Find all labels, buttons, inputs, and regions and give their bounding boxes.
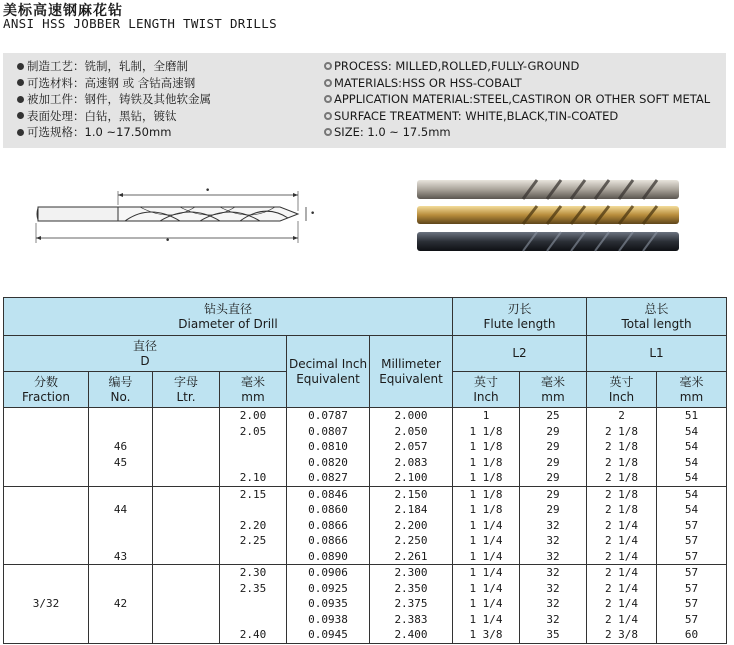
ring-bullet-icon xyxy=(324,79,332,87)
cell-letter xyxy=(153,408,220,424)
cell-millimeter: 2.300 xyxy=(370,565,453,581)
spec-item-en xyxy=(324,75,710,92)
cell-l2-inch: 1 1/4 xyxy=(453,612,520,628)
cell-number xyxy=(89,424,153,440)
cell-number xyxy=(89,408,153,424)
cell-l2-inch: 1 1/4 xyxy=(453,549,520,565)
cell-l1-mm: 51 xyxy=(657,408,727,424)
cell-mm xyxy=(220,596,287,612)
cell-l2-mm: 29 xyxy=(520,502,587,518)
cell-l2-mm: 32 xyxy=(520,596,587,612)
cell-decimal-inch: 0.0860 xyxy=(287,502,370,518)
cell-millimeter: 2.050 xyxy=(370,424,453,440)
ring-bullet-icon xyxy=(324,95,332,103)
cell-decimal-inch: 0.0925 xyxy=(287,581,370,597)
cell-l1-inch: 2 xyxy=(587,408,657,424)
total-dimension-label: • xyxy=(165,236,171,246)
cell-decimal-inch: 0.0866 xyxy=(287,533,370,549)
cell-millimeter: 2.150 xyxy=(370,486,453,502)
cell-l1-inch: 2 1/4 xyxy=(587,596,657,612)
cell-number xyxy=(89,612,153,628)
cell-number: 44 xyxy=(89,502,153,518)
table-row xyxy=(4,549,727,565)
cell-mm: 2.25 xyxy=(220,533,287,549)
cell-number: 42 xyxy=(89,596,153,612)
spec-item-cn xyxy=(17,124,211,141)
table-row xyxy=(4,596,727,612)
silver-drill xyxy=(417,180,679,199)
spec-text: 表面处理：白钻，黑钻，镀钛 xyxy=(27,108,177,123)
cell-fraction xyxy=(4,612,89,628)
cell-fraction: 3/32 xyxy=(4,596,89,612)
cell-l2-mm: 29 xyxy=(520,455,587,471)
table-row xyxy=(4,455,727,471)
header-l2-inch: 英寸 Inch xyxy=(453,372,520,408)
cell-letter xyxy=(153,486,220,502)
table-row xyxy=(4,581,727,597)
cell-mm xyxy=(220,612,287,628)
cell-number: 43 xyxy=(89,549,153,565)
cell-millimeter: 2.083 xyxy=(370,455,453,471)
cell-millimeter: 2.184 xyxy=(370,502,453,518)
header-l1-mm: 毫米 mm xyxy=(657,372,727,408)
cell-number xyxy=(89,486,153,502)
cell-millimeter: 2.057 xyxy=(370,439,453,455)
cell-l2-inch: 1 1/4 xyxy=(453,596,520,612)
cell-letter xyxy=(153,455,220,471)
ring-bullet-icon xyxy=(324,128,332,136)
header-l1-inch: 英寸 Inch xyxy=(587,372,657,408)
gold-drill xyxy=(417,206,679,224)
cell-fraction xyxy=(4,565,89,581)
cell-l1-inch: 2 1/8 xyxy=(587,502,657,518)
cell-l2-inch: 1 1/8 xyxy=(453,455,520,471)
cell-letter xyxy=(153,470,220,486)
cell-l2-inch: 1 1/4 xyxy=(453,518,520,534)
cell-millimeter: 2.200 xyxy=(370,518,453,534)
table-row xyxy=(4,612,727,628)
bullet-icon xyxy=(17,63,24,70)
header-l2: L2 xyxy=(453,336,587,372)
cell-l1-mm: 57 xyxy=(657,581,727,597)
cell-decimal-inch: 0.0890 xyxy=(287,549,370,565)
cell-millimeter: 2.100 xyxy=(370,470,453,486)
cell-millimeter: 2.250 xyxy=(370,533,453,549)
cell-number xyxy=(89,533,153,549)
cell-number xyxy=(89,581,153,597)
cell-fraction xyxy=(4,486,89,502)
header-fraction: 分数 Fraction xyxy=(4,372,89,408)
cell-mm: 2.40 xyxy=(220,627,287,643)
cell-l1-mm: 57 xyxy=(657,596,727,612)
flute-dimension-label: • xyxy=(205,186,211,196)
table-row xyxy=(4,518,727,534)
spec-text: APPLICATION MATERIAL:STEEL,CASTIRON OR OTHER SOFT METAL xyxy=(334,92,711,106)
cell-letter xyxy=(153,565,220,581)
cell-l1-mm: 54 xyxy=(657,486,727,502)
cell-mm xyxy=(220,502,287,518)
spec-text: 可选规格：1.0 ~17.50mm xyxy=(27,125,172,139)
bullet-icon xyxy=(17,96,24,103)
spec-item-cn xyxy=(17,58,211,75)
cell-mm: 2.15 xyxy=(220,486,287,502)
header-decimal-inch: Decimal Inch Equivalent xyxy=(287,336,370,408)
cell-millimeter: 2.350 xyxy=(370,581,453,597)
header-letter: 字母 Ltr. xyxy=(153,372,220,408)
cell-l2-mm: 29 xyxy=(520,424,587,440)
cell-number xyxy=(89,470,153,486)
cell-l2-inch: 1 1/4 xyxy=(453,533,520,549)
cell-l1-mm: 54 xyxy=(657,455,727,471)
spec-item-cn xyxy=(17,108,211,125)
cell-number xyxy=(89,627,153,643)
table-row xyxy=(4,424,727,440)
cell-l1-inch: 2 1/4 xyxy=(587,518,657,534)
cell-mm xyxy=(220,439,287,455)
cell-l2-mm: 29 xyxy=(520,486,587,502)
ring-bullet-icon xyxy=(324,62,332,70)
spec-text: 制造工艺：铣制，轧制，全磨制 xyxy=(27,59,188,73)
cell-fraction xyxy=(4,581,89,597)
table-row xyxy=(4,502,727,518)
cell-decimal-inch: 0.0945 xyxy=(287,627,370,643)
header-flute-length: 刃长 Flute length xyxy=(453,298,587,336)
header-mm: 毫米 mm xyxy=(220,372,287,408)
cell-l1-mm: 54 xyxy=(657,439,727,455)
cell-fraction xyxy=(4,408,89,424)
cell-l2-inch: 1 1/8 xyxy=(453,502,520,518)
cell-l1-inch: 2 1/8 xyxy=(587,486,657,502)
ring-bullet-icon xyxy=(324,112,332,120)
spec-item-en xyxy=(324,124,710,141)
cell-l2-mm: 32 xyxy=(520,581,587,597)
cell-l2-inch: 1 xyxy=(453,408,520,424)
bullet-icon xyxy=(17,112,24,119)
header-diameter-d: 直径 D xyxy=(4,336,287,372)
cell-number: 45 xyxy=(89,455,153,471)
cell-letter xyxy=(153,502,220,518)
spec-text: PROCESS: MILLED,ROLLED,FULLY-GROUND xyxy=(334,59,580,73)
cell-letter xyxy=(153,612,220,628)
cell-letter xyxy=(153,424,220,440)
cell-millimeter: 2.000 xyxy=(370,408,453,424)
cell-l2-inch: 1 3/8 xyxy=(453,627,520,643)
cell-l1-inch: 2 1/4 xyxy=(587,549,657,565)
spec-text: SIZE: 1.0 ~ 17.5mm xyxy=(334,125,451,139)
table-row xyxy=(4,627,727,643)
cell-l2-mm: 32 xyxy=(520,533,587,549)
cell-letter xyxy=(153,533,220,549)
cell-l2-mm: 32 xyxy=(520,565,587,581)
table-row xyxy=(4,439,727,455)
header-number: 编号 No. xyxy=(89,372,153,408)
drill-size-table xyxy=(3,297,727,644)
cell-millimeter: 2.400 xyxy=(370,627,453,643)
cell-decimal-inch: 0.0938 xyxy=(287,612,370,628)
cell-l2-mm: 29 xyxy=(520,439,587,455)
cell-mm: 2.30 xyxy=(220,565,287,581)
cell-decimal-inch: 0.0935 xyxy=(287,596,370,612)
spec-item-en xyxy=(324,108,710,125)
cell-l1-inch: 2 1/8 xyxy=(587,470,657,486)
cell-l1-mm: 60 xyxy=(657,627,727,643)
title-chinese: 美标高速钢麻花钻 xyxy=(3,3,123,19)
cell-l1-inch: 2 1/8 xyxy=(587,455,657,471)
cell-fraction xyxy=(4,549,89,565)
cell-l2-inch: 1 1/8 xyxy=(453,439,520,455)
cell-l1-mm: 57 xyxy=(657,565,727,581)
cell-mm: 2.35 xyxy=(220,581,287,597)
cell-l2-mm: 29 xyxy=(520,470,587,486)
cell-number xyxy=(89,518,153,534)
cell-millimeter: 2.261 xyxy=(370,549,453,565)
table-row xyxy=(4,470,727,486)
cell-l1-mm: 57 xyxy=(657,518,727,534)
cell-number: 46 xyxy=(89,439,153,455)
spec-item-en xyxy=(324,91,710,108)
header-total-length: 总长 Total length xyxy=(587,298,727,336)
cell-letter xyxy=(153,518,220,534)
cell-fraction xyxy=(4,470,89,486)
cell-mm: 2.00 xyxy=(220,408,287,424)
spec-item-cn xyxy=(17,75,211,92)
cell-l2-inch: 1 1/8 xyxy=(453,470,520,486)
cell-mm: 2.20 xyxy=(220,518,287,534)
spec-text: MATERIALS:HSS OR HSS-COBALT xyxy=(334,75,522,90)
cell-decimal-inch: 0.0787 xyxy=(287,408,370,424)
cell-decimal-inch: 0.0846 xyxy=(287,486,370,502)
spec-item-en xyxy=(324,58,710,75)
cell-fraction xyxy=(4,424,89,440)
cell-decimal-inch: 0.0866 xyxy=(287,518,370,534)
cell-l1-inch: 2 3/8 xyxy=(587,627,657,643)
drill-technical-drawing xyxy=(30,183,320,248)
cell-millimeter: 2.375 xyxy=(370,596,453,612)
cell-l1-inch: 2 1/8 xyxy=(587,439,657,455)
cell-decimal-inch: 0.0807 xyxy=(287,424,370,440)
header-drill-diameter: 钻头直径 Diameter of Drill xyxy=(4,298,453,336)
cell-decimal-inch: 0.0827 xyxy=(287,470,370,486)
specifications-panel xyxy=(3,53,726,148)
cell-mm xyxy=(220,455,287,471)
cell-fraction xyxy=(4,518,89,534)
table-row xyxy=(4,486,727,502)
cell-mm: 2.05 xyxy=(220,424,287,440)
cell-l1-inch: 2 1/4 xyxy=(587,581,657,597)
cell-l1-mm: 57 xyxy=(657,612,727,628)
cell-fraction xyxy=(4,455,89,471)
cell-decimal-inch: 0.0810 xyxy=(287,439,370,455)
cell-fraction xyxy=(4,533,89,549)
header-l2-mm: 毫米 mm xyxy=(520,372,587,408)
table-row xyxy=(4,408,727,424)
bullet-icon xyxy=(17,129,24,136)
table-row xyxy=(4,565,727,581)
table-body xyxy=(4,408,727,644)
specs-english-list xyxy=(324,58,710,141)
cell-l1-inch: 2 1/8 xyxy=(587,424,657,440)
cell-number xyxy=(89,565,153,581)
cell-l1-mm: 54 xyxy=(657,424,727,440)
spec-text: 可选材料：高速钢 或 含钴高速钢 xyxy=(27,75,196,90)
diameter-dimension-label: • xyxy=(310,209,316,219)
cell-l2-inch: 1 1/4 xyxy=(453,565,520,581)
cell-letter xyxy=(153,627,220,643)
cell-l1-inch: 2 1/4 xyxy=(587,533,657,549)
title-english: ANSI HSS JOBBER LENGTH TWIST DRILLS xyxy=(3,16,277,31)
cell-letter xyxy=(153,581,220,597)
cell-l1-inch: 2 1/4 xyxy=(587,565,657,581)
specs-chinese-list xyxy=(17,58,211,141)
table-row xyxy=(4,533,727,549)
black-drill xyxy=(417,232,679,251)
cell-l1-mm: 57 xyxy=(657,533,727,549)
bullet-icon xyxy=(17,79,24,86)
cell-mm: 2.10 xyxy=(220,470,287,486)
cell-l2-inch: 1 1/8 xyxy=(453,424,520,440)
cell-l2-mm: 32 xyxy=(520,518,587,534)
cell-l2-mm: 32 xyxy=(520,549,587,565)
cell-mm xyxy=(220,549,287,565)
cell-l2-mm: 35 xyxy=(520,627,587,643)
cell-l2-inch: 1 1/4 xyxy=(453,581,520,597)
spec-text: 被加工件：钢件，铸铁及其他软金属 xyxy=(27,92,211,106)
cell-letter xyxy=(153,549,220,565)
cell-l2-mm: 32 xyxy=(520,612,587,628)
spec-item-cn xyxy=(17,91,211,108)
cell-fraction xyxy=(4,627,89,643)
cell-letter xyxy=(153,439,220,455)
cell-fraction xyxy=(4,439,89,455)
cell-decimal-inch: 0.0906 xyxy=(287,565,370,581)
spec-text: SURFACE TREATMENT: WHITE,BLACK,TIN-COATED xyxy=(334,108,619,123)
cell-fraction xyxy=(4,502,89,518)
cell-l2-mm: 25 xyxy=(520,408,587,424)
header-l1: L1 xyxy=(587,336,727,372)
cell-l1-mm: 54 xyxy=(657,502,727,518)
cell-letter xyxy=(153,596,220,612)
cell-l1-mm: 57 xyxy=(657,549,727,565)
cell-l2-inch: 1 1/8 xyxy=(453,486,520,502)
cell-l1-inch: 2 1/4 xyxy=(587,612,657,628)
drill-product-photo xyxy=(415,177,680,255)
cell-l1-mm: 54 xyxy=(657,470,727,486)
cell-millimeter: 2.383 xyxy=(370,612,453,628)
header-millimeter: Millimeter Equivalent xyxy=(370,336,453,408)
cell-decimal-inch: 0.0820 xyxy=(287,455,370,471)
